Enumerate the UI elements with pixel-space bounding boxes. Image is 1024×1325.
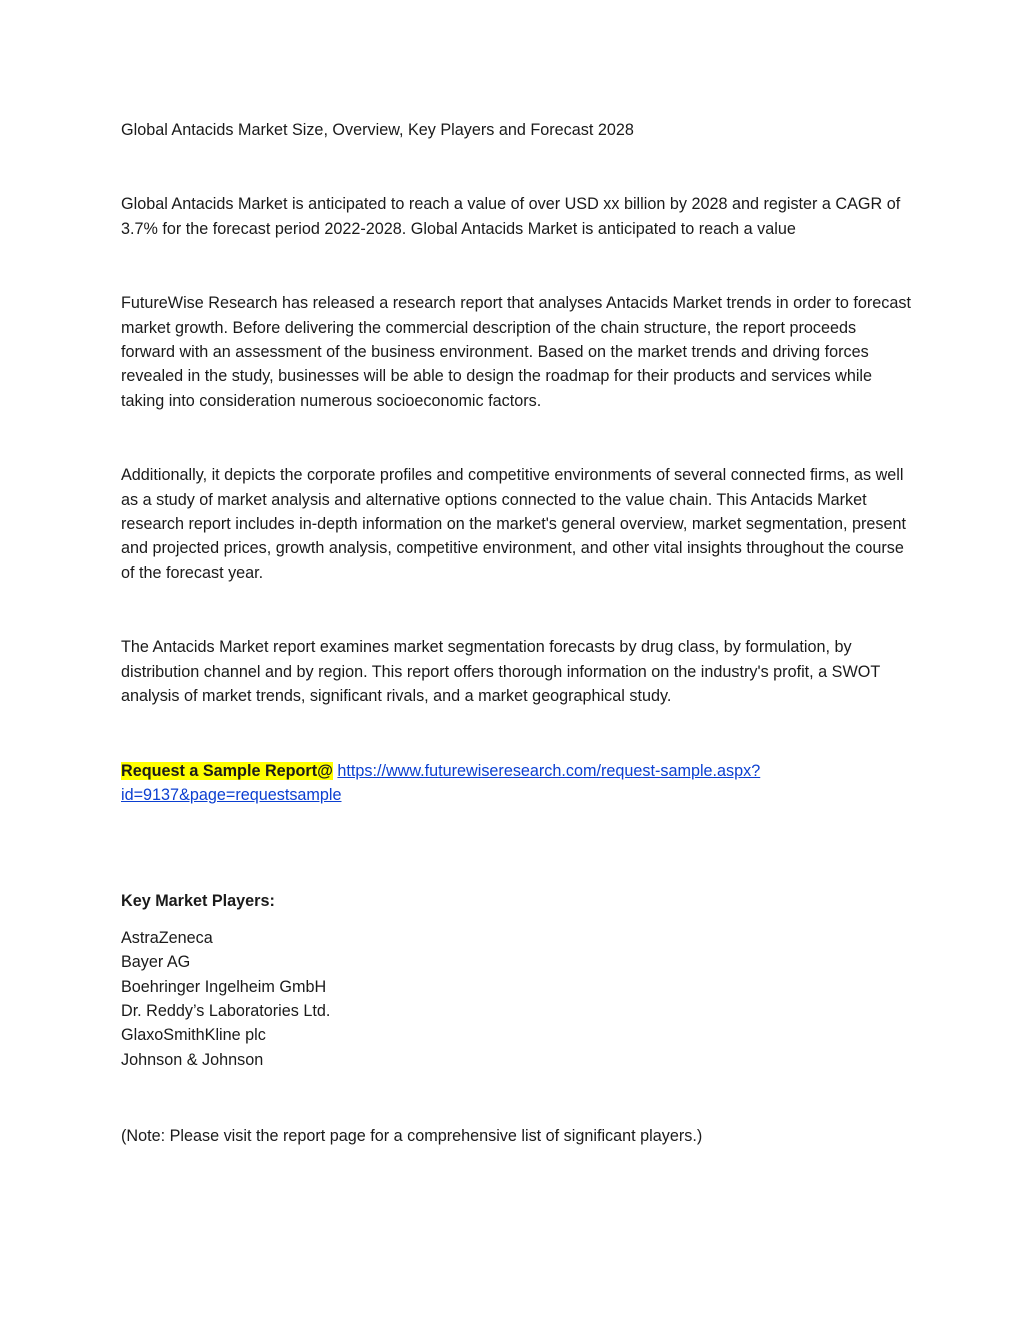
note-text: (Note: Please visit the report page for a comprehensive list of significant players.) — [121, 1127, 703, 1146]
request-sample-link[interactable]: https://www.futurewiseresearch.com/request-sample.aspx?id=9137&page=requestsample — [121, 761, 761, 804]
list-item: GlaxoSmithKline plc — [121, 1026, 266, 1045]
paragraph-segmentation: The Antacids Market report examines market segmentation forecasts by drug class, by formulation, by distribution channel and by region. This report offers thorough information on the industry's profit, a SWOT analysis of market trends, significant rivals, and a market geographical study. — [121, 638, 880, 706]
list-item: AstraZeneca — [121, 928, 213, 947]
paragraph-futurewise: FutureWise Research has released a research report that analyses Antacids Market trends in order to forecast market growth. Before delivering the commercial description of the chain structure, the report proceeds forward with an assessment of the business environment. Based on the market trends and driving forces revealed in the study, businesses will be able to design the roadmap for their products and services while taking into consideration numerous socioeconomic factors. — [121, 294, 911, 410]
paragraph-additionally: Additionally, it depicts the corporate profiles and competitive environments of several connected firms, as well as a study of market analysis and alternative options connected to the value chain. This Antacids Market research report includes in-depth information on the market's general overview, market segmentation, present and projected prices, growth analysis, competitive environment, and other vital insights throughout the course of the forecast year. — [121, 466, 906, 582]
list-item: Dr. Reddy’s Laboratories Ltd. — [121, 1001, 331, 1020]
document-page — [121, 118, 911, 1149]
list-item: Bayer AG — [121, 953, 191, 972]
key-players-list — [121, 926, 911, 1072]
key-players-heading: Key Market Players: — [121, 892, 275, 911]
list-item: Boehringer Ingelheim GmbH — [121, 977, 327, 996]
list-item: Johnson & Johnson — [121, 1050, 264, 1069]
document-title: Global Antacids Market Size, Overview, Key Players and Forecast 2028 — [121, 121, 634, 139]
request-sample-label: Request a Sample Report@ — [121, 761, 333, 780]
paragraph-intro: Global Antacids Market is anticipated to reach a value of over USD xx billion by 2028 and register a CAGR of 3.7% for the forecast period 2022-2028. Global Antacids Market is anticipated to reach a value — [121, 195, 901, 238]
request-sample-block — [121, 759, 911, 808]
